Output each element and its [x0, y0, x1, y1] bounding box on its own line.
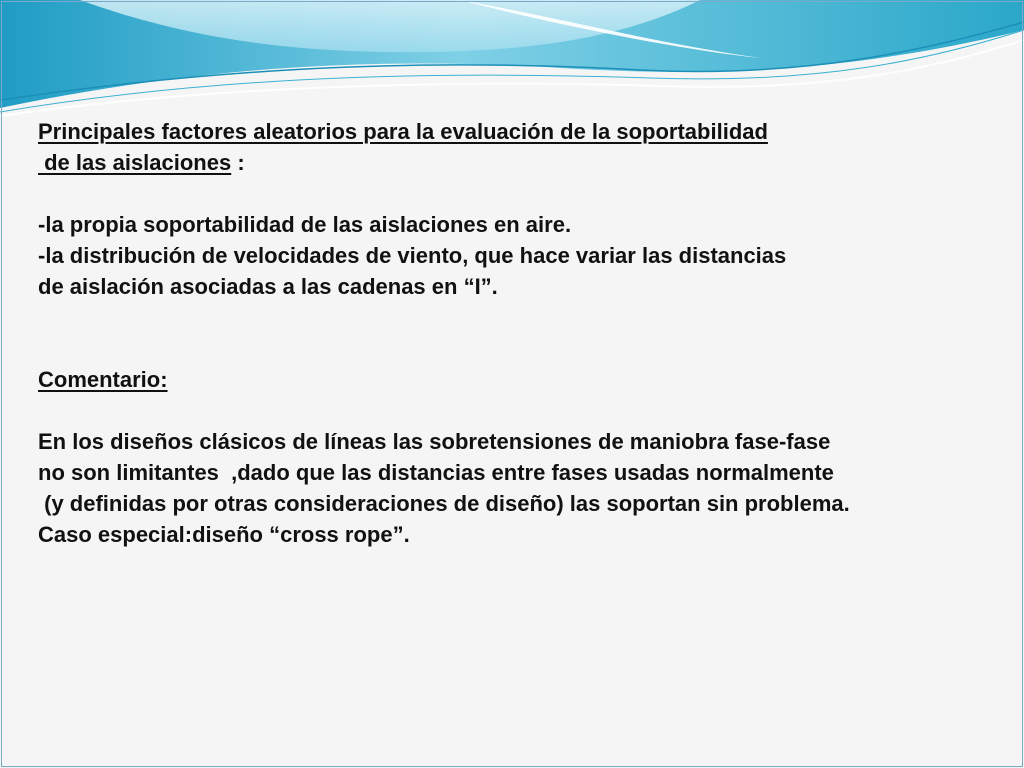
heading-line-2 — [38, 147, 998, 178]
heading-line-2-suffix: : — [231, 150, 245, 175]
factor-item: -la distribución de velocidades de viento, que hace variar las distancias — [38, 243, 787, 268]
comment-heading-text: Comentario: — [38, 367, 168, 392]
comment-heading — [38, 364, 998, 395]
slide-body — [38, 116, 998, 550]
comment-line: no son limitantes ,dado que las distancias entre fases usadas normalmente — [38, 460, 834, 485]
heading-line-1-text: Principales factores aleatorios para la evaluación de la soportabilidad — [38, 119, 768, 144]
heading-line-2-underlined: de las aislaciones — [38, 150, 232, 175]
comment-line: (y definidas por otras consideraciones de diseño) las soportan sin problema. — [38, 491, 850, 516]
header-wave-decoration — [0, 0, 1024, 120]
factor-item: de aislación asociadas a las cadenas en “I”. — [38, 274, 498, 299]
comment-line: Caso especial:diseño “cross rope”. — [38, 522, 410, 547]
comment-line: En los diseños clásicos de líneas las sobretensiones de maniobra fase-fase — [38, 429, 831, 454]
factor-item: -la propia soportabilidad de las aislaciones en aire. — [38, 212, 572, 237]
heading-line-1 — [38, 116, 998, 147]
